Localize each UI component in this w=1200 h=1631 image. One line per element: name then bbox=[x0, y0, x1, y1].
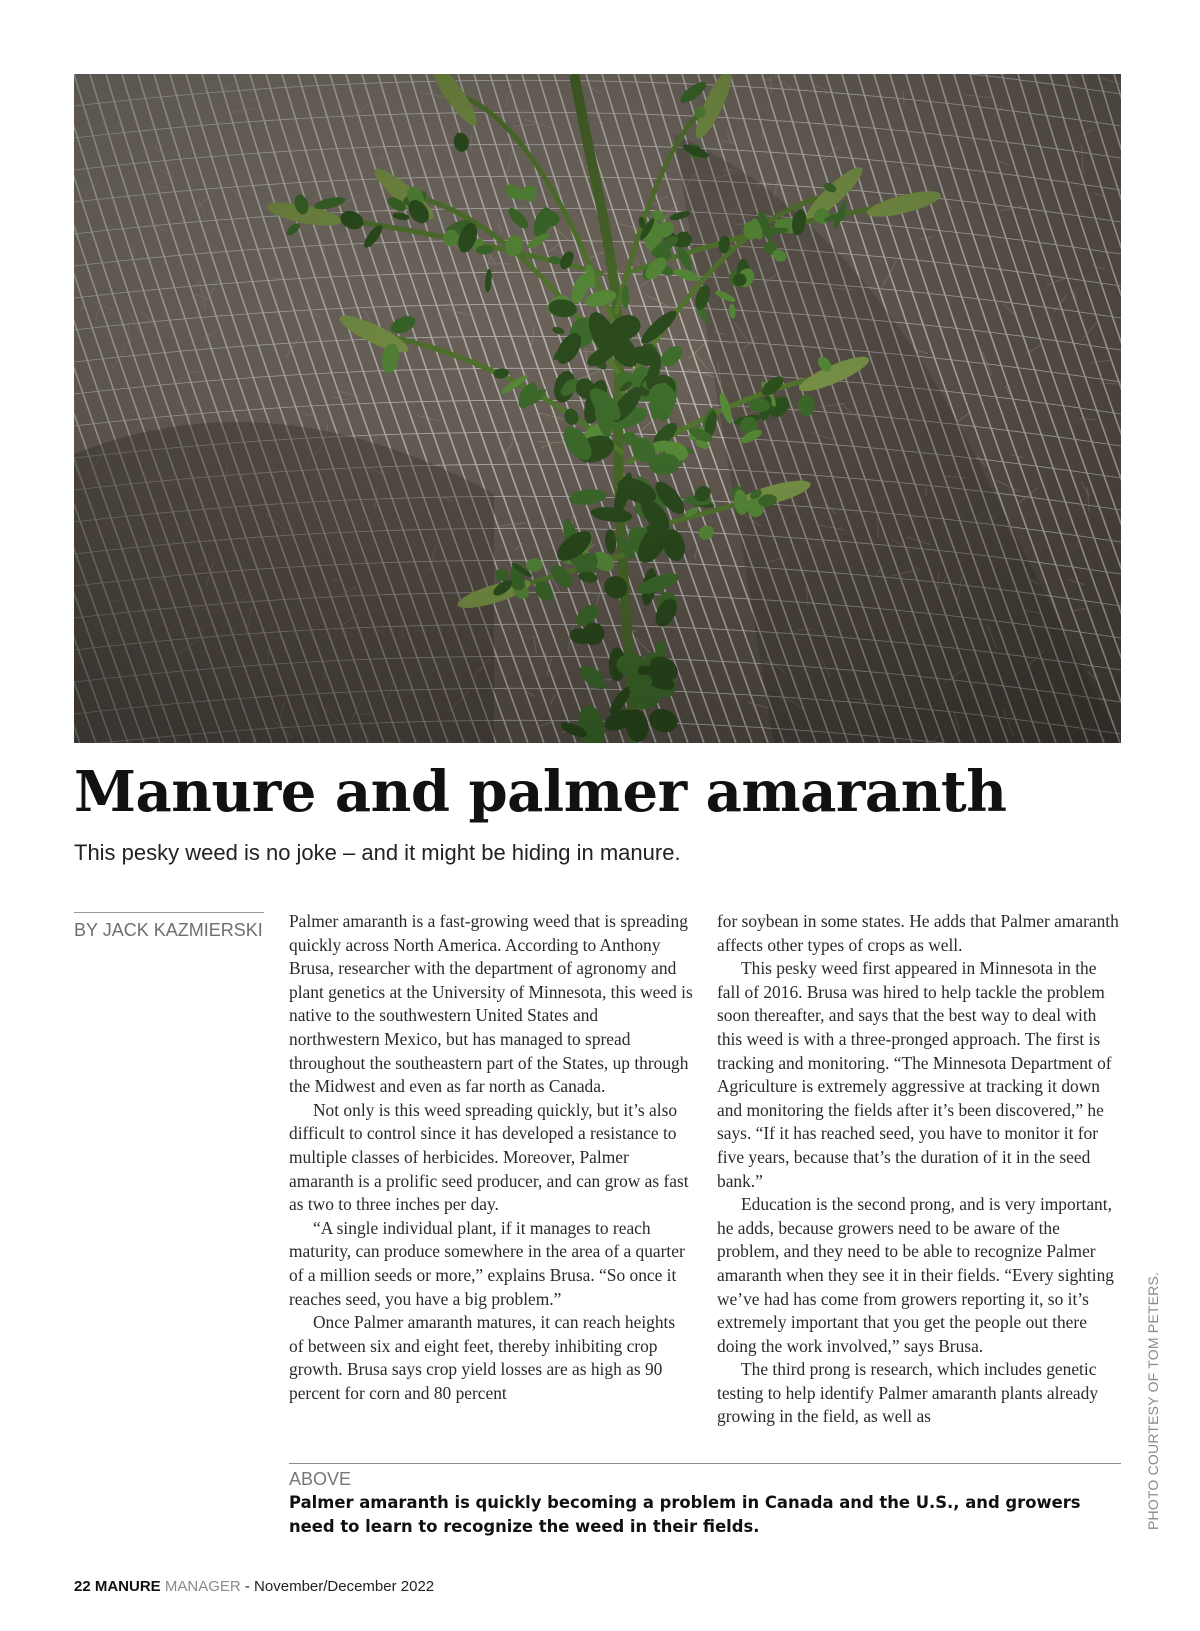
palmer-amaranth-bale-image bbox=[74, 74, 1121, 743]
paragraph: This pesky weed first appeared in Minnesota in the fall of 2016. Brusa was hired to help tackle the problem soon thereafter, and says that the best way to deal with this weed is with a three-pronged approach. The first is tracking and monitoring. “The Minnesota Department of Agriculture is extremely aggressive at tracking it down and monitoring the fields after it’s been discovered,” he says. “If it has reached seed, you have to monitor it for five years, because that’s the duration of it in the seed bank.” bbox=[717, 958, 1112, 1191]
article-deck: This pesky weed is no joke – and it might be hiding in manure. bbox=[74, 840, 681, 865]
paragraph: The third prong is research, which includes genetic testing to help identify Palmer amaranth plants already growing in the field, as well as bbox=[717, 1359, 1099, 1427]
page-footer bbox=[74, 1578, 434, 1595]
issue-date: - November/December 2022 bbox=[244, 1578, 435, 1595]
paragraph: Not only is this weed spreading quickly, but it’s also difficult to control since it has developed a resistance to multiple classes of herbicides. Moreover, Palmer amaranth is a prolific seed producer, and can grow as fast as two to three inches per day. bbox=[289, 1099, 689, 1215]
paragraph: Palmer amaranth is a fast-growing weed that is spreading quickly across North America. According to Anthony Brusa, researcher with the department of agronomy and plant genetics at the University of Minnesota, this weed is native to the southwestern United States and northwestern Mexico, but has managed to spread throughout the southeastern part of the States, up through the Midwest and even as far north as Canada. bbox=[289, 911, 693, 1097]
hero-photo bbox=[74, 74, 1121, 743]
body-column-1 bbox=[289, 910, 693, 1405]
page-number: 22 bbox=[74, 1578, 91, 1595]
paragraph: Education is the second prong, and is very important, he adds, because growers need to be aware of the problem, and they need to be able to recognize Palmer amaranth when they see it in their fields. “Every sighting we’ve had has come from growers reporting it, so it’s extremely important that you get the people out there doing the work involved,” says Brusa. bbox=[717, 1194, 1114, 1356]
article-byline: BY JACK KAZMIERSKI bbox=[74, 920, 263, 940]
photo-caption: Palmer amaranth is quickly becoming a problem in Canada and the U.S., and growers need to learn to recognize the weed in their fields. bbox=[289, 1493, 1081, 1536]
paragraph: “A single individual plant, if it manages to reach maturity, can produce somewhere in the area of a quarter of a million seeds or more,” explains Brusa. “So once it reaches seed, you have a big problem.” bbox=[289, 1217, 685, 1309]
caption-divider bbox=[289, 1463, 1121, 1464]
paragraph: Once Palmer amaranth matures, it can reach heights of between six and eight feet, thereby inhibiting crop growth. Brusa says crop yield losses are as high as 90 percent for corn and 80 percent bbox=[289, 1312, 676, 1403]
magazine-name-part2: MANAGER bbox=[164, 1578, 241, 1595]
byline-divider bbox=[74, 912, 264, 913]
magazine-name-part1: MANURE bbox=[94, 1578, 161, 1595]
article-headline: Manure and palmer amaranth bbox=[74, 759, 1007, 825]
body-column-2 bbox=[717, 910, 1121, 1429]
photo-credit: PHOTO COURTESY OF TOM PETERS. bbox=[1145, 1271, 1161, 1530]
caption-label: ABOVE bbox=[289, 1469, 352, 1489]
paragraph: for soybean in some states. He adds that Palmer amaranth affects other types of crops as well. bbox=[717, 911, 1119, 955]
